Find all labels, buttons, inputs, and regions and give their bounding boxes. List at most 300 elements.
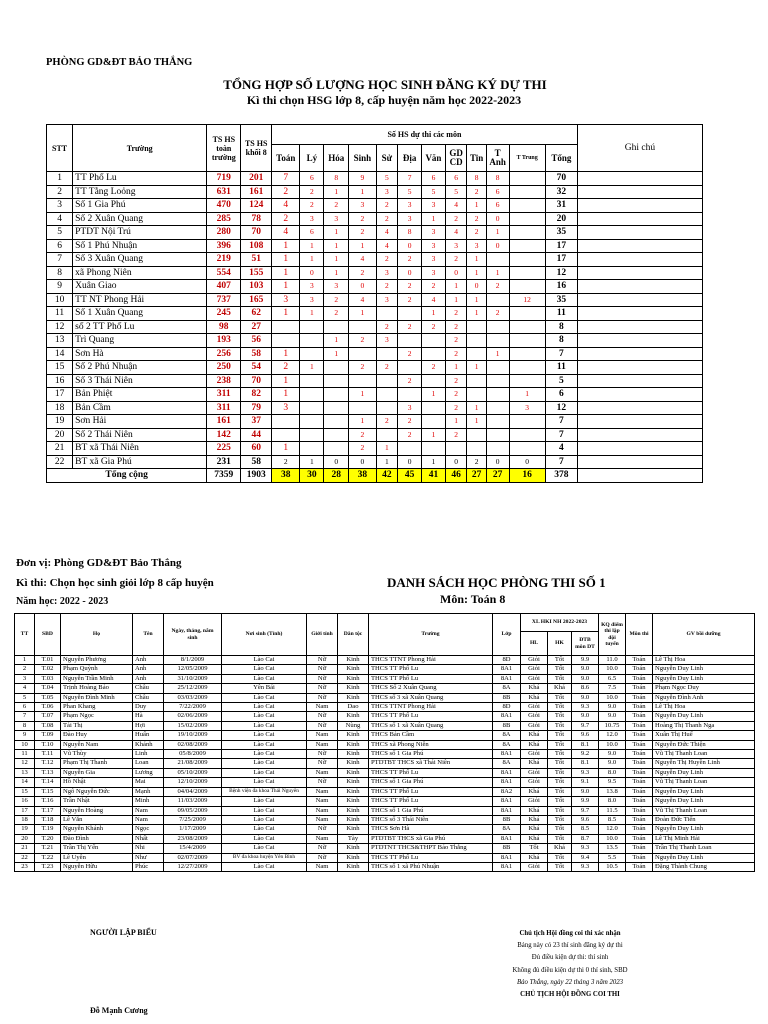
table-cell: 1: [467, 415, 486, 429]
note-cell: [577, 361, 702, 375]
table-cell: [486, 415, 509, 429]
table-cell: 311: [207, 388, 241, 402]
student-row: [15, 834, 755, 843]
student-cell: Nữ: [307, 712, 338, 721]
note-cell: [577, 442, 702, 456]
table-cell: 1: [422, 428, 446, 442]
table-cell: 6: [486, 199, 509, 213]
student-cell: 7.5: [599, 684, 626, 693]
student-cell: Khá: [521, 853, 548, 862]
table-cell: [467, 374, 486, 388]
student-cell: Khá: [521, 834, 548, 843]
table-cell: 3: [272, 401, 300, 415]
table-cell: [398, 334, 422, 348]
table-cell: 1: [324, 347, 349, 361]
table-cell: 98: [207, 320, 241, 334]
student-cell: 8.6: [572, 684, 599, 693]
table-cell: 60: [241, 442, 272, 456]
student-cell: T.23: [35, 862, 61, 871]
table-cell: 1: [272, 374, 300, 388]
student-cell: THCS TT Phố Lu: [369, 853, 493, 862]
student-cell: Lê Thị Minh Hải: [653, 834, 755, 843]
student-row: [15, 862, 755, 871]
student-cell: 8A1: [493, 768, 521, 777]
student-cell: 13: [15, 768, 35, 777]
student-cell: Toán: [626, 665, 653, 674]
student-cell: 8A1: [493, 712, 521, 721]
student-cell: THCS TT Phố Lu: [369, 665, 493, 674]
student-cell: T.17: [35, 806, 61, 815]
table-cell: 2: [398, 374, 422, 388]
student-cell: THCS TT Phố Lu: [369, 674, 493, 683]
student-row: [15, 703, 755, 712]
table-cell: [324, 388, 349, 402]
student-cell: THCS số 1 xã Phú Nhuận: [369, 862, 493, 871]
student-cell: Trần Thị Thanh Loan: [653, 844, 755, 853]
table-cell: 470: [207, 199, 241, 213]
page-subtitle: Kì thi chọn HSG lớp 8, cấp huyện năm học 2022-2023: [246, 93, 522, 107]
student-cell: 02/08/2009: [164, 740, 222, 749]
table-cell: 4: [422, 293, 446, 307]
student-cell: Kinh: [338, 712, 369, 721]
exam-label: Kì thi: Chọn học sinh giỏi lớp 8 cấp huyện: [16, 577, 214, 589]
table-cell: Xuân Giao: [73, 280, 207, 294]
table-cell: [509, 307, 545, 321]
student-cell: Toán: [626, 731, 653, 740]
note-cell: [577, 469, 702, 483]
student-cell: THCS Bản Cầm: [369, 731, 493, 740]
table-cell: 2: [349, 212, 376, 226]
student-cell: Nam: [307, 797, 338, 806]
student-row: [15, 693, 755, 702]
table-cell: [376, 428, 398, 442]
table-cell: 2: [272, 185, 300, 199]
col-ten: Tên: [133, 614, 164, 656]
table-cell: 238: [207, 374, 241, 388]
student-cell: 9.9: [572, 797, 599, 806]
col-sex: Giới tính: [307, 614, 338, 656]
table-cell: 12: [509, 293, 545, 307]
table-cell: 5: [398, 185, 422, 199]
total-cell: 27: [467, 469, 486, 483]
table-cell: [422, 415, 446, 429]
table-cell: 4: [376, 239, 398, 253]
table-cell: 2: [272, 361, 300, 375]
table-cell: 1: [467, 401, 486, 415]
note-cell: [577, 401, 702, 415]
table-cell: 3: [300, 293, 324, 307]
student-cell: 7/22/2009: [164, 703, 222, 712]
table-cell: Số 1 Phú Nhuận: [73, 239, 207, 253]
student-cell: Kinh: [338, 674, 369, 683]
table-cell: 2: [422, 280, 446, 294]
table-cell: [486, 253, 509, 267]
student-cell: Nguyễn Khánh: [61, 825, 133, 834]
table-cell: 1: [47, 172, 73, 186]
student-cell: Khá: [521, 693, 548, 702]
table-cell: 58: [241, 455, 272, 469]
student-cell: Khánh: [133, 740, 164, 749]
student-row: [15, 787, 755, 796]
table-cell: Sơn Hà: [73, 347, 207, 361]
table-cell: 22: [47, 455, 73, 469]
student-cell: 12/10/2009: [164, 778, 222, 787]
student-row: [15, 740, 755, 749]
student-cell: Nữ: [307, 684, 338, 693]
table-cell: 11: [545, 361, 577, 375]
table-row: [47, 401, 703, 415]
student-cell: Nguyễn Hữu: [61, 862, 133, 871]
student-cell: Nam: [307, 787, 338, 796]
table-cell: 2: [324, 293, 349, 307]
table-cell: 10: [47, 293, 73, 307]
table-cell: 1: [272, 280, 300, 294]
student-cell: Lương: [133, 768, 164, 777]
student-cell: Trần Thị Yến: [61, 844, 133, 853]
council-chair-title: CHỦ TỊCH HỘI ĐỒNG COI THI: [520, 991, 620, 999]
table-cell: Bản Phiệt: [73, 388, 207, 402]
table-cell: 2: [445, 347, 467, 361]
table-cell: TT Tằng Loỏng: [73, 185, 207, 199]
student-cell: 9.4: [572, 853, 599, 862]
table-row: [47, 212, 703, 226]
table-cell: [486, 293, 509, 307]
table-cell: 3: [398, 401, 422, 415]
table-row: [47, 361, 703, 375]
table-cell: 2: [376, 280, 398, 294]
table-cell: 4: [272, 199, 300, 213]
table-cell: [509, 347, 545, 361]
table-cell: PTDT Nội Trú: [73, 226, 207, 240]
table-cell: 18: [47, 401, 73, 415]
student-cell: Minh: [133, 797, 164, 806]
student-cell: Lào Cai: [222, 759, 307, 768]
table-cell: 2: [398, 293, 422, 307]
table-cell: 1: [422, 455, 446, 469]
table-cell: Số 3 Thái Niên: [73, 374, 207, 388]
student-cell: Kinh: [338, 656, 369, 665]
student-cell: 17: [15, 806, 35, 815]
student-cell: THCS TT Phố Lu: [369, 712, 493, 721]
student-cell: Vũ Thị Thanh Loan: [653, 778, 755, 787]
table-cell: 142: [207, 428, 241, 442]
student-cell: Nữ: [307, 693, 338, 702]
student-cell: Toán: [626, 750, 653, 759]
table-cell: [272, 320, 300, 334]
total-cell: 16: [509, 469, 545, 483]
table-cell: 0: [349, 455, 376, 469]
student-cell: 9.0: [572, 712, 599, 721]
student-cell: 3: [15, 674, 35, 683]
student-cell: Khá: [521, 731, 548, 740]
table-cell: 6: [445, 172, 467, 186]
table-cell: 70: [545, 172, 577, 186]
student-cell: Tốt: [548, 862, 572, 871]
table-cell: 8: [545, 320, 577, 334]
student-cell: 9.3: [572, 703, 599, 712]
table-cell: 9: [349, 172, 376, 186]
student-cell: Kinh: [338, 862, 369, 871]
table-cell: [300, 442, 324, 456]
student-cell: Toán: [626, 740, 653, 749]
table-cell: [398, 388, 422, 402]
student-cell: T.07: [35, 712, 61, 721]
student-cell: Nhất: [133, 834, 164, 843]
student-cell: Nam: [307, 731, 338, 740]
table-cell: 5: [47, 226, 73, 240]
table-cell: 0: [486, 455, 509, 469]
table-cell: 1: [445, 415, 467, 429]
student-cell: 20: [15, 834, 35, 843]
table-cell: 62: [241, 307, 272, 321]
table-cell: 2: [422, 320, 446, 334]
student-cell: PTDTBT THCS xã Gia Phú: [369, 834, 493, 843]
student-cell: 9.0: [572, 674, 599, 683]
student-cell: Tốt: [548, 740, 572, 749]
table-cell: 1: [324, 239, 349, 253]
student-cell: Kinh: [338, 815, 369, 824]
table-cell: 250: [207, 361, 241, 375]
student-cell: Toán: [626, 768, 653, 777]
table-cell: 1: [486, 226, 509, 240]
table-cell: 32: [545, 185, 577, 199]
table-cell: 20: [47, 428, 73, 442]
col-subject: Lý: [300, 145, 324, 172]
table-cell: 4: [47, 212, 73, 226]
col-pob: Nơi sinh (Tỉnh): [222, 614, 307, 656]
student-row: [15, 759, 755, 768]
table-cell: 1: [272, 253, 300, 267]
student-cell: 8B: [493, 844, 521, 853]
student-cell: 10.0: [599, 665, 626, 674]
col-hl: HL: [521, 632, 548, 656]
student-cell: Kinh: [338, 797, 369, 806]
student-cell: Phạm Quỳnh: [61, 665, 133, 674]
student-cell: 1: [15, 656, 35, 665]
student-cell: Giỏi: [521, 797, 548, 806]
student-cell: Tốt: [548, 787, 572, 796]
student-cell: Toán: [626, 853, 653, 862]
student-cell: Như: [133, 853, 164, 862]
table-cell: 3: [300, 212, 324, 226]
table-cell: 4: [349, 253, 376, 267]
student-cell: BV đa khoa huyện Yên Bình: [222, 853, 307, 862]
student-cell: Nam: [307, 862, 338, 871]
student-cell: 8A2: [493, 787, 521, 796]
student-cell: Châu: [133, 684, 164, 693]
total-cell: 27: [486, 469, 509, 483]
student-cell: Khá: [521, 825, 548, 834]
student-cell: Kinh: [338, 759, 369, 768]
student-cell: Toán: [626, 797, 653, 806]
student-cell: Nhi: [133, 844, 164, 853]
table-cell: 0: [467, 280, 486, 294]
table-cell: 3: [445, 239, 467, 253]
total-cell: 378: [545, 469, 577, 483]
table-cell: 4: [272, 226, 300, 240]
table-cell: 4: [445, 199, 467, 213]
student-cell: Lào Cai: [222, 834, 307, 843]
student-cell: Kinh: [338, 768, 369, 777]
student-cell: Đào Đình: [61, 834, 133, 843]
student-cell: Lào Cai: [222, 731, 307, 740]
student-cell: Toán: [626, 778, 653, 787]
table-cell: 1: [467, 253, 486, 267]
student-cell: Toán: [626, 787, 653, 796]
student-cell: 04/04/2009: [164, 787, 222, 796]
student-cell: Lào Cai: [222, 674, 307, 683]
student-cell: 4: [15, 684, 35, 693]
student-cell: 8.0: [599, 768, 626, 777]
student-cell: 9.5: [599, 778, 626, 787]
student-cell: Nguyễn Phương: [61, 656, 133, 665]
student-cell: Nam: [307, 768, 338, 777]
student-cell: 9.3: [572, 862, 599, 871]
student-cell: Tốt: [548, 834, 572, 843]
note-cell: [577, 334, 702, 348]
table-cell: 2: [445, 212, 467, 226]
table-cell: 19: [47, 415, 73, 429]
table-cell: [467, 388, 486, 402]
student-cell: Hồ Nhật: [61, 778, 133, 787]
table-cell: 5: [422, 185, 446, 199]
council-confirmation: [470, 928, 670, 1001]
col-ethnic: Dân tộc: [338, 614, 369, 656]
student-cell: 8A: [493, 740, 521, 749]
table-cell: 15: [47, 361, 73, 375]
student-cell: Nữ: [307, 778, 338, 787]
student-cell: Nguyễn Duy Linh: [653, 712, 755, 721]
student-cell: T.13: [35, 768, 61, 777]
student-row: [15, 797, 755, 806]
table-cell: 20: [545, 212, 577, 226]
table-cell: 1: [445, 293, 467, 307]
table-cell: [509, 415, 545, 429]
table-cell: 7: [272, 172, 300, 186]
student-cell: 11.0: [599, 656, 626, 665]
table-cell: 1: [272, 266, 300, 280]
student-cell: 8A: [493, 759, 521, 768]
student-cell: Lào Cai: [222, 721, 307, 730]
student-cell: THCS số 1 xã Xuân Quang: [369, 721, 493, 730]
table-cell: 2: [445, 401, 467, 415]
table-cell: 12: [47, 320, 73, 334]
table-cell: [324, 374, 349, 388]
student-cell: Tốt: [548, 759, 572, 768]
student-cell: Lào Cai: [222, 750, 307, 759]
table-cell: Số 3 Xuân Quang: [73, 253, 207, 267]
table-cell: [349, 374, 376, 388]
student-row: [15, 712, 755, 721]
confirm-title: Chủ tịch Hội đồng coi thi xác nhận: [519, 930, 621, 937]
student-cell: 25/12/2009: [164, 684, 222, 693]
table-cell: 8: [324, 172, 349, 186]
table-cell: 201: [241, 172, 272, 186]
student-cell: Nguyễn Đình Minh: [61, 693, 133, 702]
table-cell: 1: [467, 361, 486, 375]
table-cell: 5: [445, 185, 467, 199]
student-cell: 13.5: [599, 844, 626, 853]
student-cell: Linh: [133, 750, 164, 759]
student-cell: 8A1: [493, 834, 521, 843]
student-cell: Nam: [307, 806, 338, 815]
student-table: [14, 613, 755, 872]
table-row: [47, 280, 703, 294]
table-cell: [300, 401, 324, 415]
student-cell: Nam: [307, 834, 338, 843]
student-cell: T.15: [35, 787, 61, 796]
note-cell: [577, 172, 702, 186]
table-cell: [467, 334, 486, 348]
student-cell: 7: [15, 712, 35, 721]
note-cell: [577, 226, 702, 240]
table-cell: 8: [467, 172, 486, 186]
student-cell: Giỏi: [521, 862, 548, 871]
student-cell: 9.0: [599, 712, 626, 721]
student-cell: T.10: [35, 740, 61, 749]
student-row: [15, 721, 755, 730]
table-cell: 8: [398, 226, 422, 240]
table-cell: 2: [445, 428, 467, 442]
student-cell: 9.9: [572, 656, 599, 665]
student-cell: 13.8: [599, 787, 626, 796]
student-cell: Đào Huy: [61, 731, 133, 740]
table-cell: 1: [349, 388, 376, 402]
col-school: Trường: [73, 125, 207, 172]
student-cell: 23: [15, 862, 35, 871]
student-cell: Nguyễn Trần Minh: [61, 674, 133, 683]
student-cell: T.12: [35, 759, 61, 768]
student-cell: Tốt: [548, 703, 572, 712]
student-cell: THCS TT Phố Lu: [369, 787, 493, 796]
table-cell: 108: [241, 239, 272, 253]
student-row: [15, 731, 755, 740]
table-cell: 27: [241, 320, 272, 334]
student-cell: Tày: [338, 834, 369, 843]
student-cell: Kinh: [338, 844, 369, 853]
student-cell: Phạm Ngọc: [61, 712, 133, 721]
table-row: [47, 239, 703, 253]
table-cell: 719: [207, 172, 241, 186]
student-cell: 8.1: [572, 740, 599, 749]
table-cell: 2: [349, 334, 376, 348]
table-cell: [509, 199, 545, 213]
student-cell: Khá: [521, 787, 548, 796]
table-cell: [272, 334, 300, 348]
student-cell: 15/4/2009: [164, 844, 222, 853]
student-cell: Kinh: [338, 665, 369, 674]
student-cell: Tốt: [548, 693, 572, 702]
note-cell: [577, 320, 702, 334]
table-cell: Số 2 Phú Nhuận: [73, 361, 207, 375]
total-cell: Tổng cộng: [47, 469, 207, 483]
table-cell: TT Phố Lu: [73, 172, 207, 186]
table-cell: Số 1 Xuân Quang: [73, 307, 207, 321]
table-cell: 1: [422, 388, 446, 402]
table-cell: 3: [376, 293, 398, 307]
student-cell: 9.3: [572, 844, 599, 853]
table-cell: 3: [349, 199, 376, 213]
student-cell: T.16: [35, 797, 61, 806]
table-cell: BT xã Thái Niên: [73, 442, 207, 456]
table-cell: 82: [241, 388, 272, 402]
student-row: [15, 768, 755, 777]
table-cell: 8: [47, 266, 73, 280]
table-cell: 2: [467, 226, 486, 240]
table-row: [47, 334, 703, 348]
col-subject: Toán: [272, 145, 300, 172]
table-cell: 58: [241, 347, 272, 361]
